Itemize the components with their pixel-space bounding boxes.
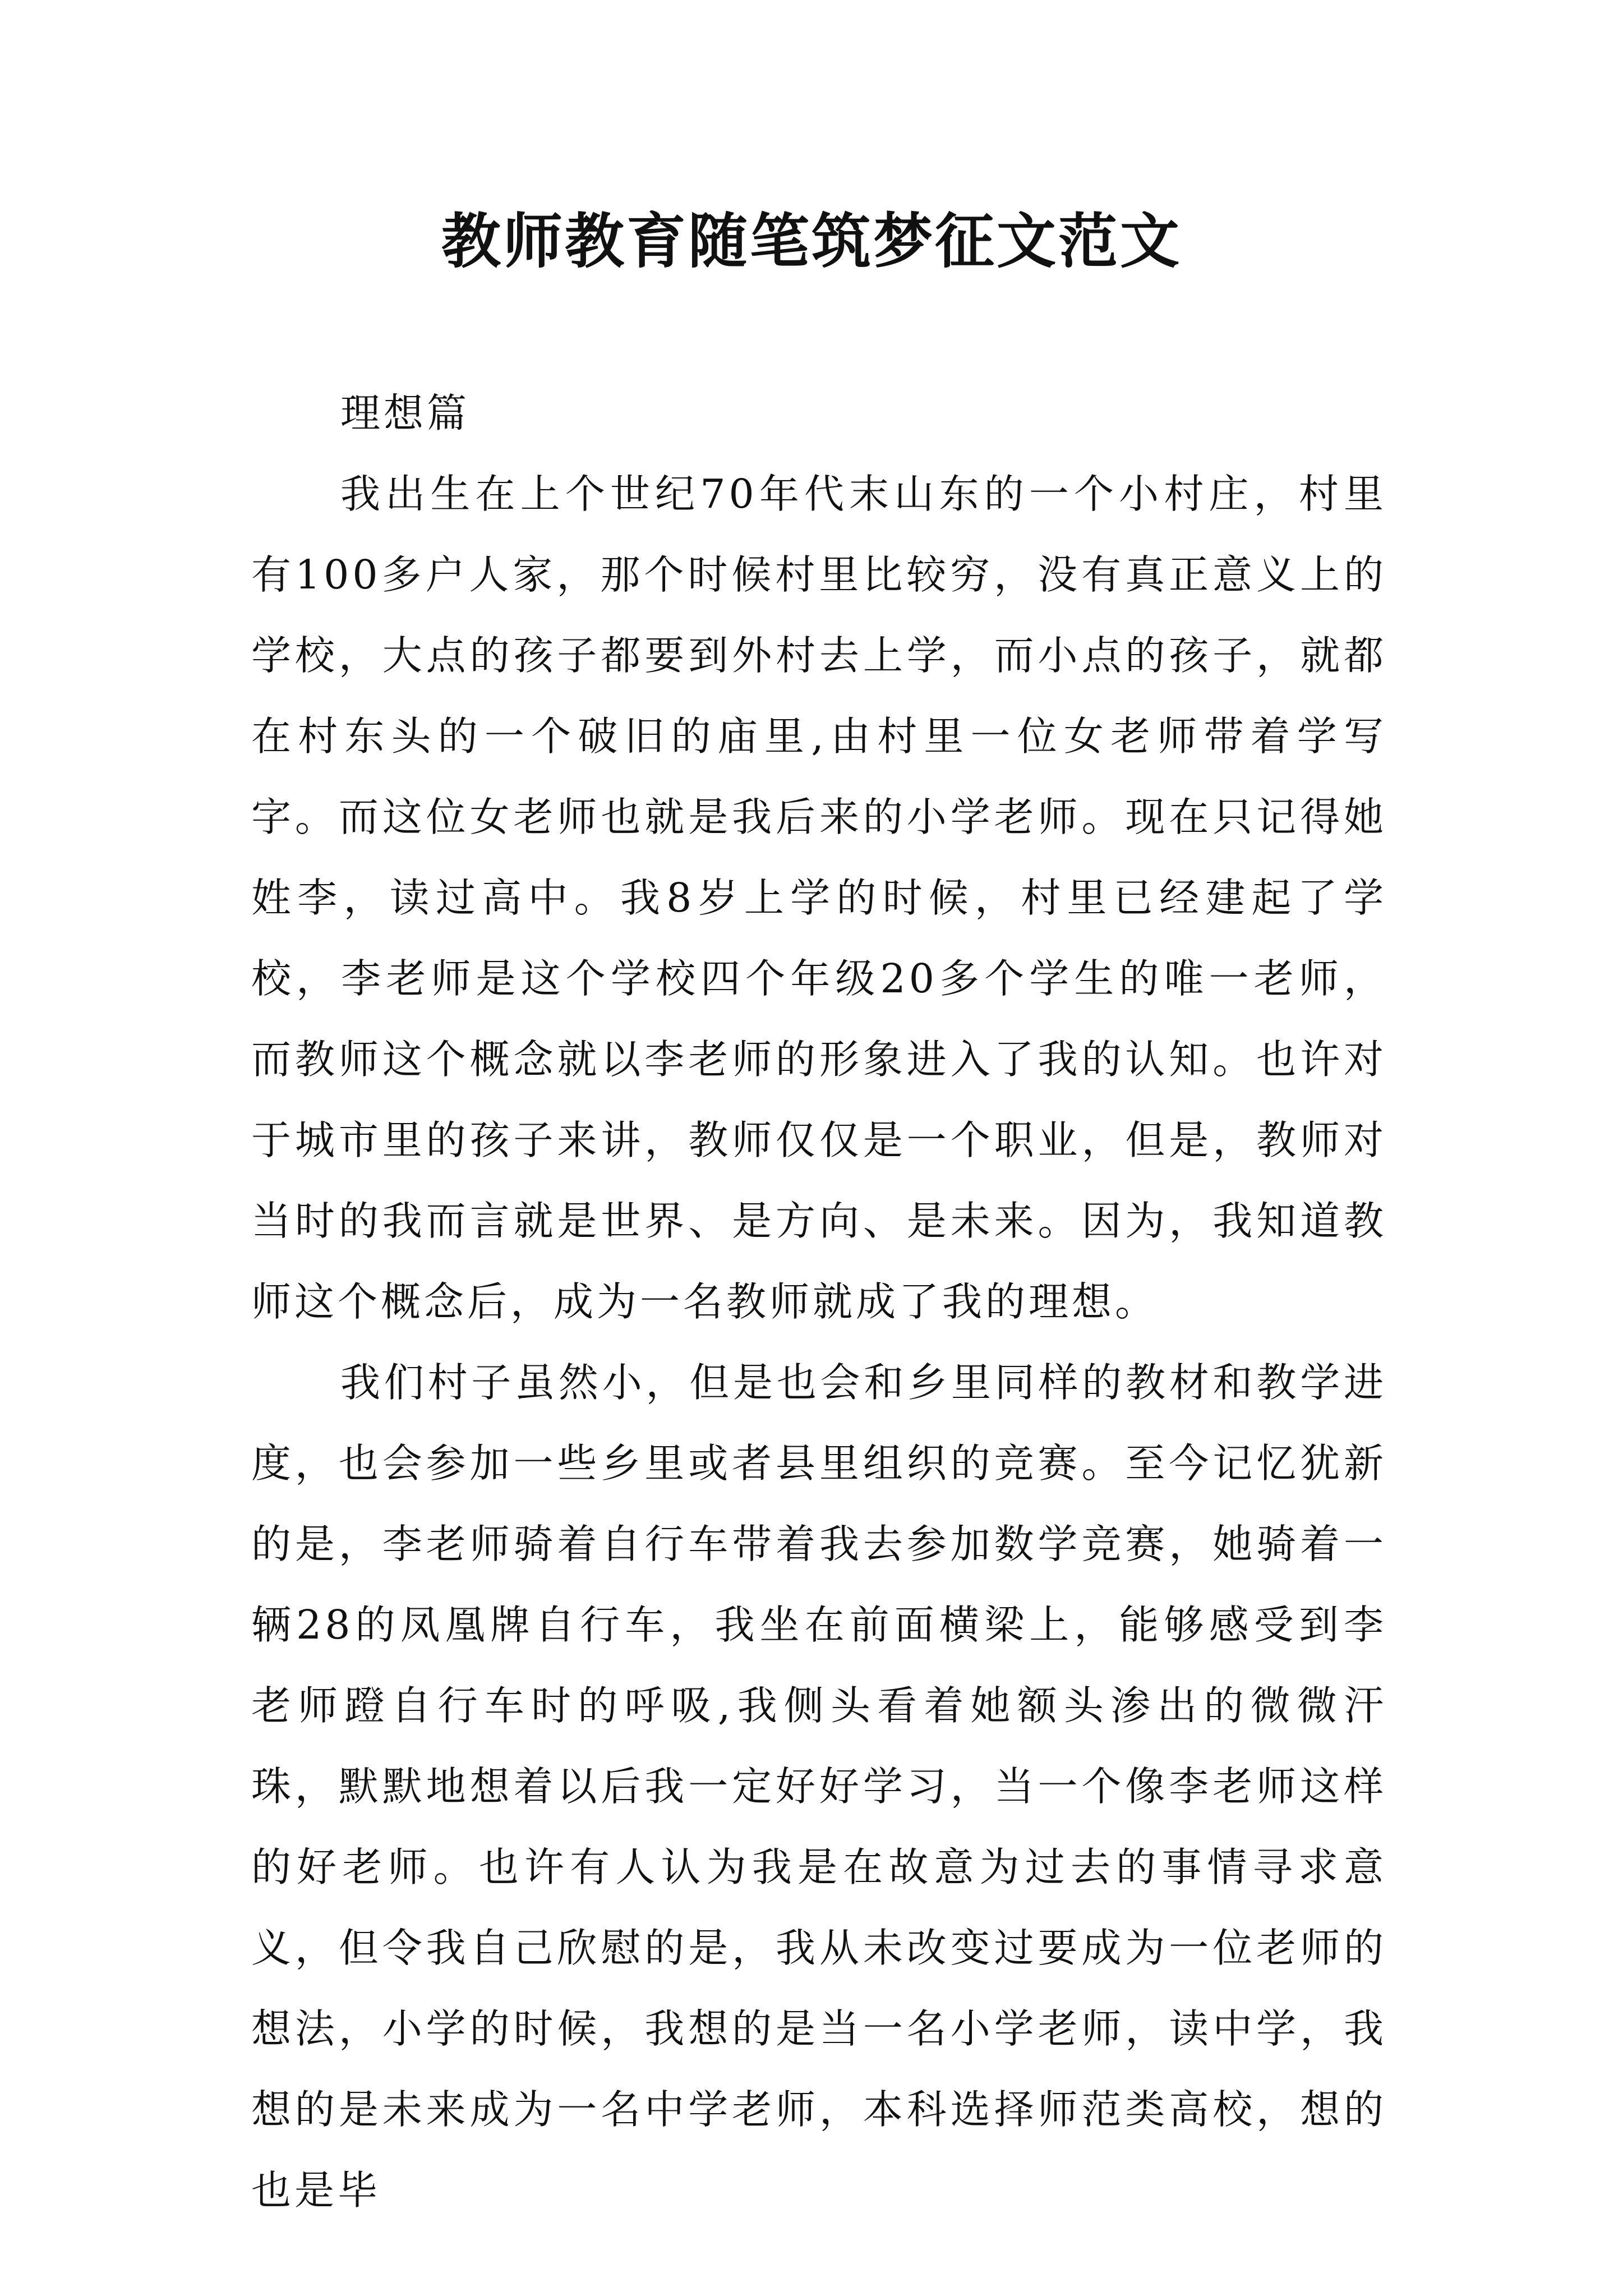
- paragraph-2: 我们村子虽然小，但是也会和乡里同样的教材和教学进度，也会参加一些乡里或者县里组织的竞赛。至今记忆犹新的是，李老师骑着自行车带着我去参加数学竞赛，她骑着一辆28的凤凰牌自行车，我坐在前面横梁上，能够感受到李老师蹬自行车时的呼吸,我侧头看着她额头渗出的微微汗珠，默默地想着以后我一定好好学习，当一个像李老师这样的好老师。也许有人认为我是在故意为过去的事情寻求意义，但令我自己欣慰的是，我从未改变过要成为一位老师的想法，小学的时候，我想的是当一名小学老师，读中学，我想的是未来成为一名中学老师，本科选择师范类高校，想的也是毕: [251, 1359, 1387, 2214]
- document-title: 教师教育随笔筑梦征文范文: [441, 206, 1182, 276]
- section-heading: 理想篇: [340, 390, 471, 436]
- paragraph-1: 我出生在上个世纪70年代末山东的一个小村庄，村里有100多户人家，那个时候村里比较穷，没有真正意义上的学校，大点的孩子都要到外村去上学，而小点的孩子，就都在村东头的一个破旧的庙里,由村里一位女老师带着学写字。而这位女老师也就是我后来的小学老师。现在只记得她姓李，读过高中。我8岁上学的时候，村里已经建起了学校，李老师是这个学校四个年级20多个学生的唯一老师，而教师这个概念就以李老师的形象进入了我的认知。也许对于城市里的孩子来讲，教师仅仅是一个职业，但是，教师对当时的我而言就是世界、是方向、是未来。因为，我知道教师这个概念后，成为一名教师就成了我的理想。: [251, 471, 1387, 1325]
- document-body: [251, 373, 1387, 2231]
